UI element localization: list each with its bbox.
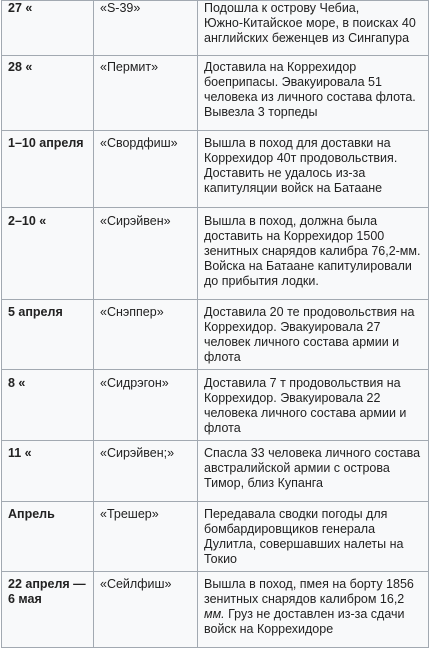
- submarine-cell: [94, 131, 198, 208]
- action-cell: [198, 370, 429, 441]
- submarine-name: «Пермит»: [100, 60, 159, 74]
- action-text-tail: Груз не доставлен из-за сдачи войск на Коррехидоре: [204, 607, 405, 636]
- operations-table: [1, 0, 429, 648]
- date-text: 27 «: [8, 1, 33, 15]
- date-text: 2–10 «: [8, 214, 47, 228]
- action-text: Вышла в поход, должна была доставить на Коррехидор 1500 зенитных снарядов калибра 76,2-мм. Войска на Батаане капитулировали до прибытия лодки.: [204, 214, 421, 288]
- action-cell: [198, 502, 429, 572]
- action-cell: [198, 208, 429, 300]
- submarine-cell: [94, 300, 198, 370]
- action-text-part: Вышла в поход, пмея на борту 1856 зенитных снарядов калибром 16,2: [204, 577, 414, 606]
- action-cell: [198, 441, 429, 502]
- action-cell: [198, 131, 429, 208]
- action-cell: [198, 572, 429, 648]
- table-row: [2, 502, 429, 572]
- date-cell: [2, 441, 94, 502]
- date-cell: [2, 1, 94, 56]
- submarine-cell: [94, 502, 198, 572]
- submarine-cell: [94, 441, 198, 502]
- action-cell: [198, 300, 429, 370]
- submarine-name: «Сейлфиш»: [100, 577, 172, 591]
- table-row: [2, 300, 429, 370]
- submarine-name: «Сирэйвен;»: [100, 446, 175, 460]
- date-cell: [2, 502, 94, 572]
- date-text: 22 апреля — 6 мая: [8, 577, 86, 606]
- date-cell: [2, 131, 94, 208]
- table-row: [2, 1, 429, 56]
- unit-italic: мм.: [204, 607, 225, 621]
- submarine-name: «Сидрэгон»: [100, 376, 169, 390]
- table-row: [2, 208, 429, 300]
- submarine-name: «Трешер»: [100, 507, 159, 521]
- date-cell: [2, 572, 94, 648]
- date-text: Апрель: [8, 507, 55, 521]
- submarine-cell: [94, 1, 198, 56]
- date-text: 8 «: [8, 376, 26, 390]
- action-text: Доставила на Коррехидор боеприпасы. Эвакуировала 51 человека из личного состава флота. Вывезла 3 торпеды: [204, 60, 416, 119]
- table-row: [2, 131, 429, 208]
- submarine-cell: [94, 572, 198, 648]
- date-text: 11 «: [8, 446, 32, 460]
- table-row: [2, 56, 429, 131]
- action-text: [204, 577, 422, 637]
- submarine-cell: [94, 370, 198, 441]
- action-text: Доставила 20 те продовольствия на Коррехидор. Эвакуировала 27 человек личного состава армии и флота: [204, 305, 415, 364]
- date-text: 1–10 апреля: [8, 136, 84, 150]
- action-cell: [198, 1, 429, 56]
- submarine-name: «Сирэйвен»: [100, 214, 171, 228]
- table-row: [2, 370, 429, 441]
- date-cell: [2, 56, 94, 131]
- action-text: Передавала сводки погоды для бомбардировщиков генерала Дулитла, совершавших налеты на Токио: [204, 507, 404, 566]
- action-text: Вышла в поход для доставки на Коррехидор 40т продовольствия. Доставить не удалось из-за капитуляции войск на Батаане: [204, 136, 398, 195]
- submarine-name: «Свордфиш»: [100, 136, 178, 150]
- action-text: Подошла к острову Чебиа, Южно-Китайское море, в поисках 40 английских беженцев из Сингапура: [204, 1, 416, 45]
- submarine-cell: [94, 56, 198, 131]
- date-text: 5 апреля: [8, 305, 63, 319]
- table-row: [2, 441, 429, 502]
- submarine-name: «S-39»: [100, 1, 141, 15]
- action-text: Спасла 33 человека личного состава австралийской армии с острова Тимор, близ Купанга: [204, 446, 421, 490]
- action-text: Доставила 7 т продовольствия на Коррехидор. Эвакуировала 22 человека личного состава армии и флота: [204, 376, 407, 435]
- date-text: 28 «: [8, 60, 33, 74]
- date-cell: [2, 300, 94, 370]
- table-row: [2, 572, 429, 648]
- date-cell: [2, 370, 94, 441]
- action-cell: [198, 56, 429, 131]
- submarine-cell: [94, 208, 198, 300]
- date-cell: [2, 208, 94, 300]
- submarine-name: «Снэппер»: [100, 305, 164, 319]
